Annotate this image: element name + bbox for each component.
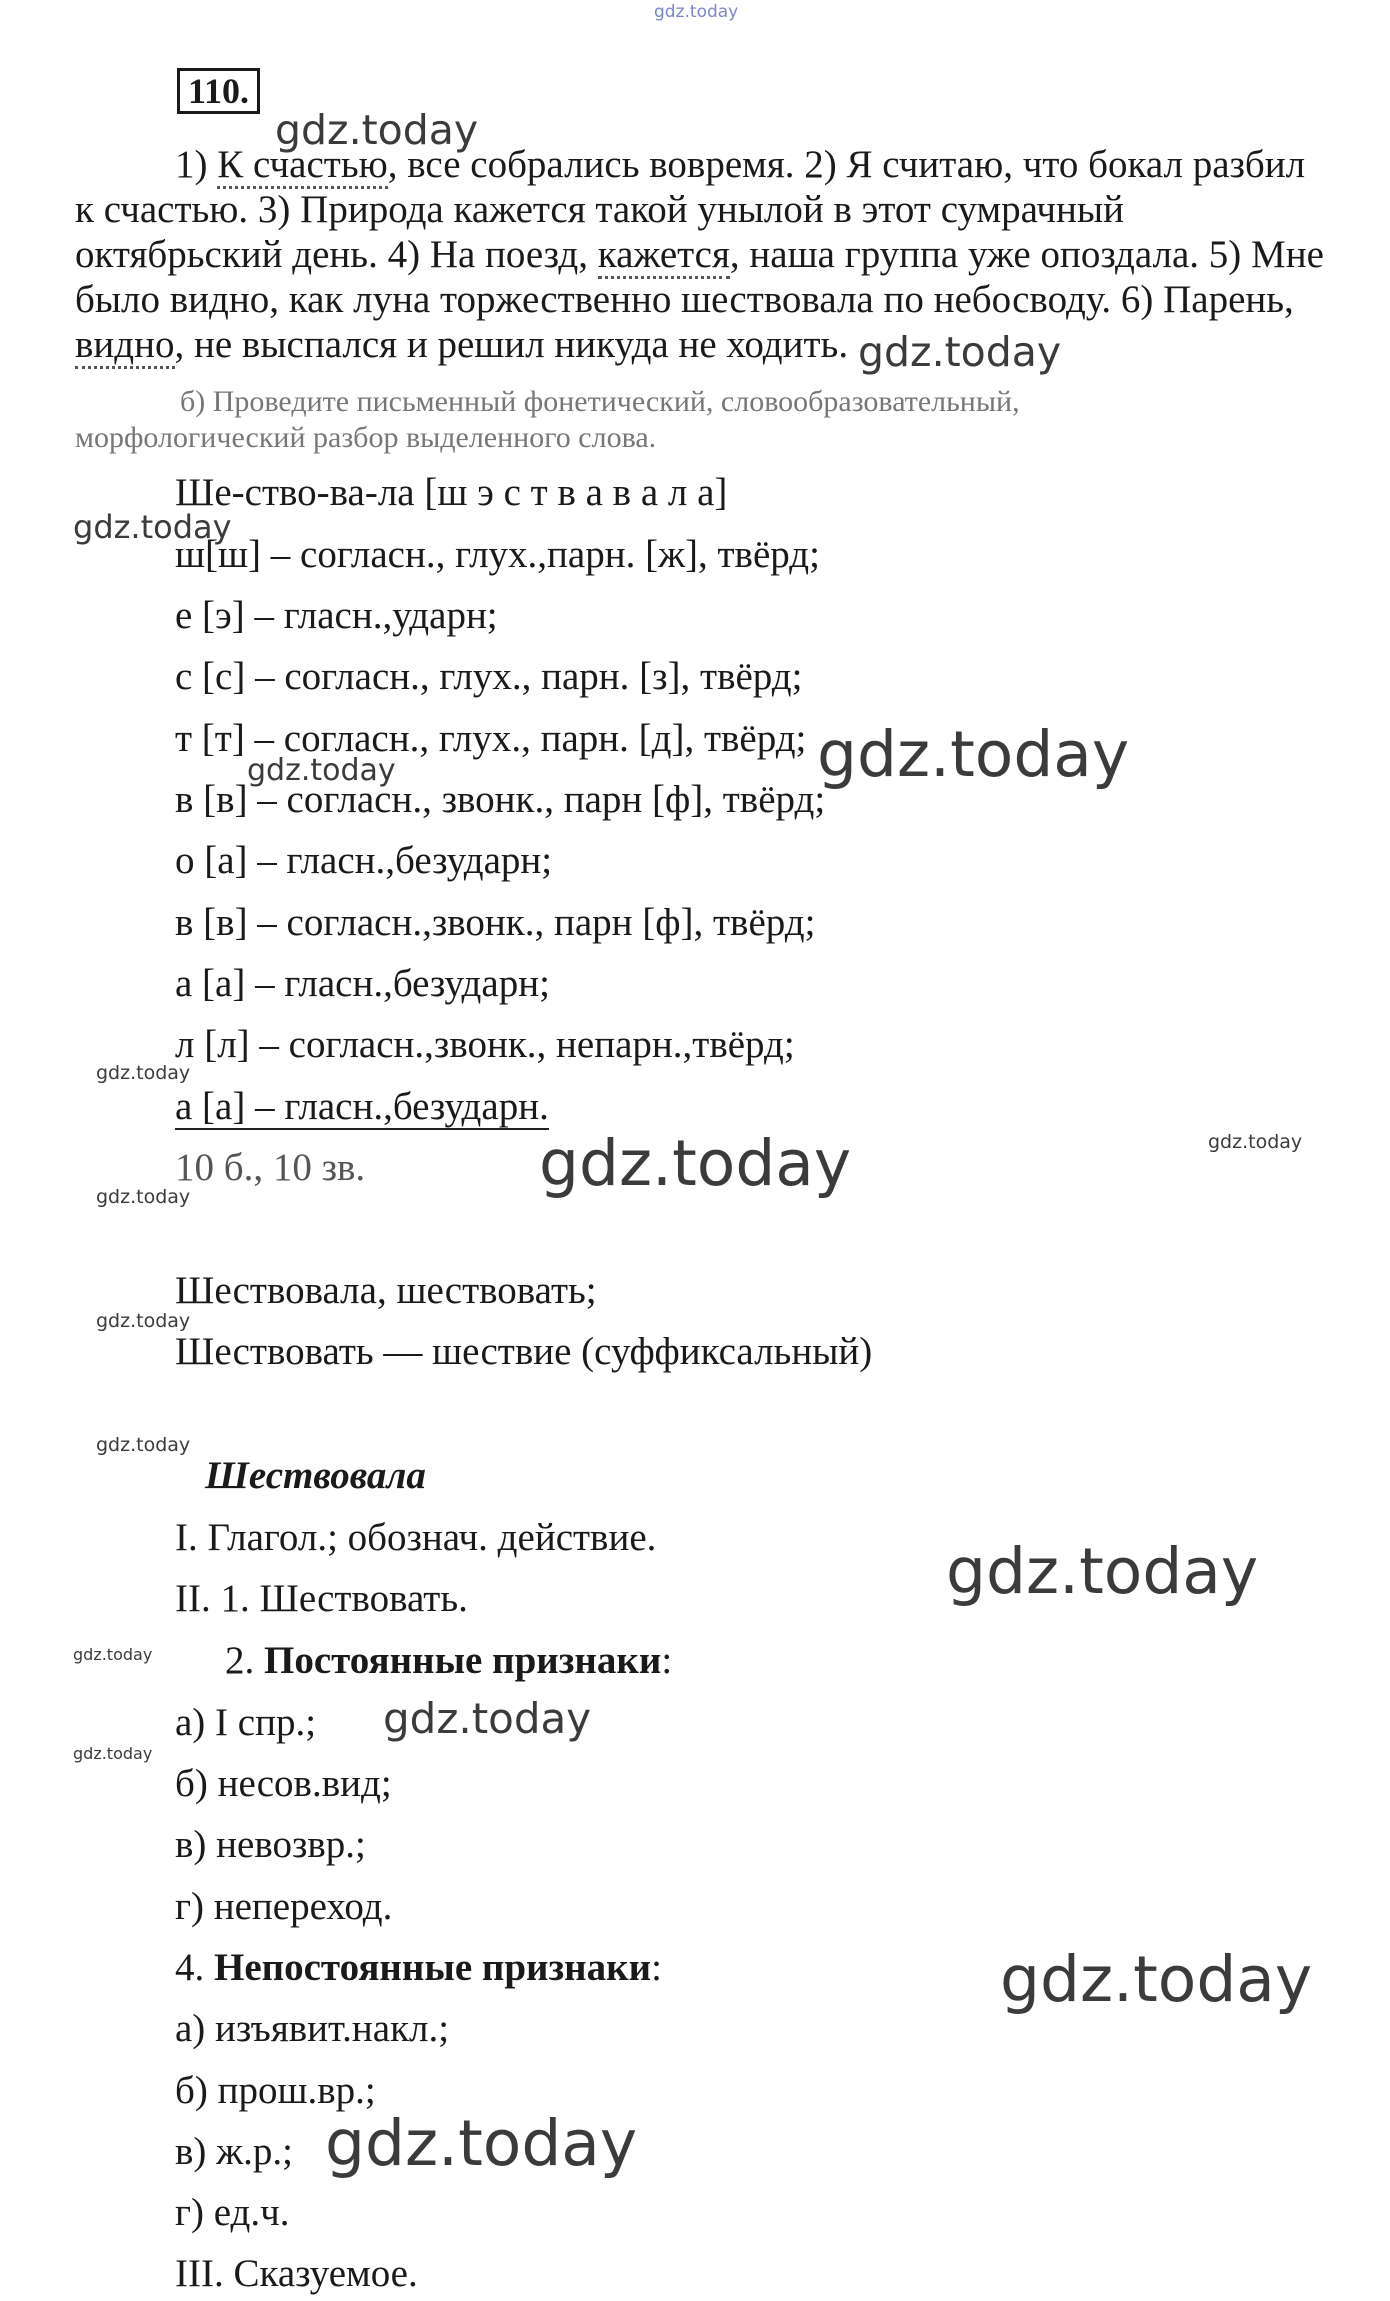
underlined-word: видно (75, 323, 175, 369)
morph-part-ii: II. 1. Шествовать. (175, 1577, 468, 1620)
constant-label: Постоянные признаки (264, 1639, 662, 1682)
watermark: gdz.today (858, 328, 1062, 376)
morph-part-i: I. Глагол.; обознач. действие. (175, 1516, 657, 1559)
watermark: gdz.today (383, 1694, 592, 1743)
morph-item: б) несов.вид; (175, 1762, 392, 1805)
text: октябрьский день. 4) На поезд, (75, 233, 598, 276)
phonetic-last-line: а [а] – гласн.,безударн. (175, 1085, 549, 1128)
watermark: gdz.today (539, 1127, 852, 1200)
morph-constant-heading (225, 1638, 672, 1684)
watermark: gdz.today (1000, 1943, 1313, 2016)
item-number: 2. (225, 1639, 264, 1682)
underlined-phrase: К счастью (217, 143, 388, 189)
colon: : (651, 1946, 662, 1989)
watermark: gdz.today (96, 1434, 191, 1456)
phonetic-line: е [э] – гласн.,ударн; (175, 594, 498, 637)
morph-item: г) ед.ч. (175, 2191, 290, 2234)
text: , все собрались вовремя. 2) Я считаю, что бокал разбил (387, 143, 1306, 186)
watermark: gdz.today (247, 753, 396, 788)
sentence-line-5 (75, 322, 848, 368)
watermark: gdz.today (817, 718, 1130, 791)
sentence-line-3 (75, 232, 1324, 278)
item-number: 4. (175, 1946, 214, 1989)
watermark: gdz.today (946, 1535, 1259, 1608)
phonetic-line (175, 1084, 549, 1130)
task-line-2: морфологический разбор выделенного слова. (75, 421, 657, 454)
sentence-line-4: было видно, как луна торжественно шествовала по небосводу. 6) Парень, (75, 278, 1294, 321)
phonetic-line: ш[ш] – согласн., глух.,парн. [ж], твёрд; (175, 533, 820, 576)
task-line-1: б) Проведите письменный фонетический, словообразовательный, (180, 385, 1020, 418)
watermark: gdz.today (73, 508, 232, 546)
morph-item: б) прош.вр.; (175, 2069, 376, 2112)
text: 1) (175, 143, 218, 186)
morph-item: а) изъявит.накл.; (175, 2007, 450, 2050)
watermark: gdz.today (73, 1744, 153, 1763)
phonetic-line: с [с] – согласн., глух., парн. [з], твёрд; (175, 655, 803, 698)
text: , не выспался и решил никуда не ходить. (174, 323, 849, 366)
morph-item: в) ж.р.; (175, 2130, 293, 2173)
watermark: gdz.today (275, 106, 479, 154)
phonetic-line: в [в] – согласн., звонк., парн [ф], твёрд; (175, 778, 826, 821)
phonetic-header: Ше-ство-ва-ла [ш э с т в а в а л а] (175, 471, 728, 514)
morph-variable-heading (175, 1945, 662, 1991)
watermark: gdz.today (96, 1062, 191, 1084)
phonetic-line: о [а] – гласн.,безударн; (175, 839, 553, 882)
phonetic-line: т [т] – согласн., глух., парн. [д], твёрд; (175, 717, 807, 760)
watermark: gdz.today (325, 2107, 638, 2180)
morph-item: г) непереход. (175, 1885, 393, 1928)
phonetic-summary: 10 б., 10 зв. (175, 1146, 366, 1189)
morph-item: в) невозвр.; (175, 1823, 366, 1866)
sentence-line-1 (175, 142, 1305, 188)
phonetic-line: л [л] – согласн.,звонк., непарн.,твёрд; (175, 1023, 795, 1066)
watermark: gdz.today (96, 1186, 191, 1208)
phonetic-line: в [в] – согласн.,звонк., парн [ф], твёрд; (175, 901, 816, 944)
watermark: gdz.today (654, 2, 739, 22)
watermark: gdz.today (96, 1310, 191, 1332)
wordformation-line-2: Шествовать — шествие (суффиксальный) (175, 1330, 873, 1373)
colon: : (661, 1639, 673, 1682)
phonetic-line: а [а] – гласн.,безударн; (175, 962, 550, 1005)
wordformation-line-1: Шествовала, шествовать; (175, 1269, 597, 1312)
text: , наша группа уже опоздала. 5) Мне (729, 233, 1324, 276)
variable-label: Непостоянные признаки (214, 1946, 652, 1989)
underlined-word: кажется (598, 233, 730, 279)
morph-part-iii: III. Сказуемое. (175, 2252, 418, 2295)
morph-title: Шествовала (205, 1454, 426, 1497)
exercise-number: 110. (177, 68, 260, 114)
watermark: gdz.today (73, 1645, 153, 1664)
sentence-line-2: к счастью. 3) Природа кажется такой унылой в этот сумрачный (75, 188, 1124, 231)
watermark: gdz.today (1208, 1131, 1303, 1153)
morph-item: а) I спр.; (175, 1701, 317, 1744)
